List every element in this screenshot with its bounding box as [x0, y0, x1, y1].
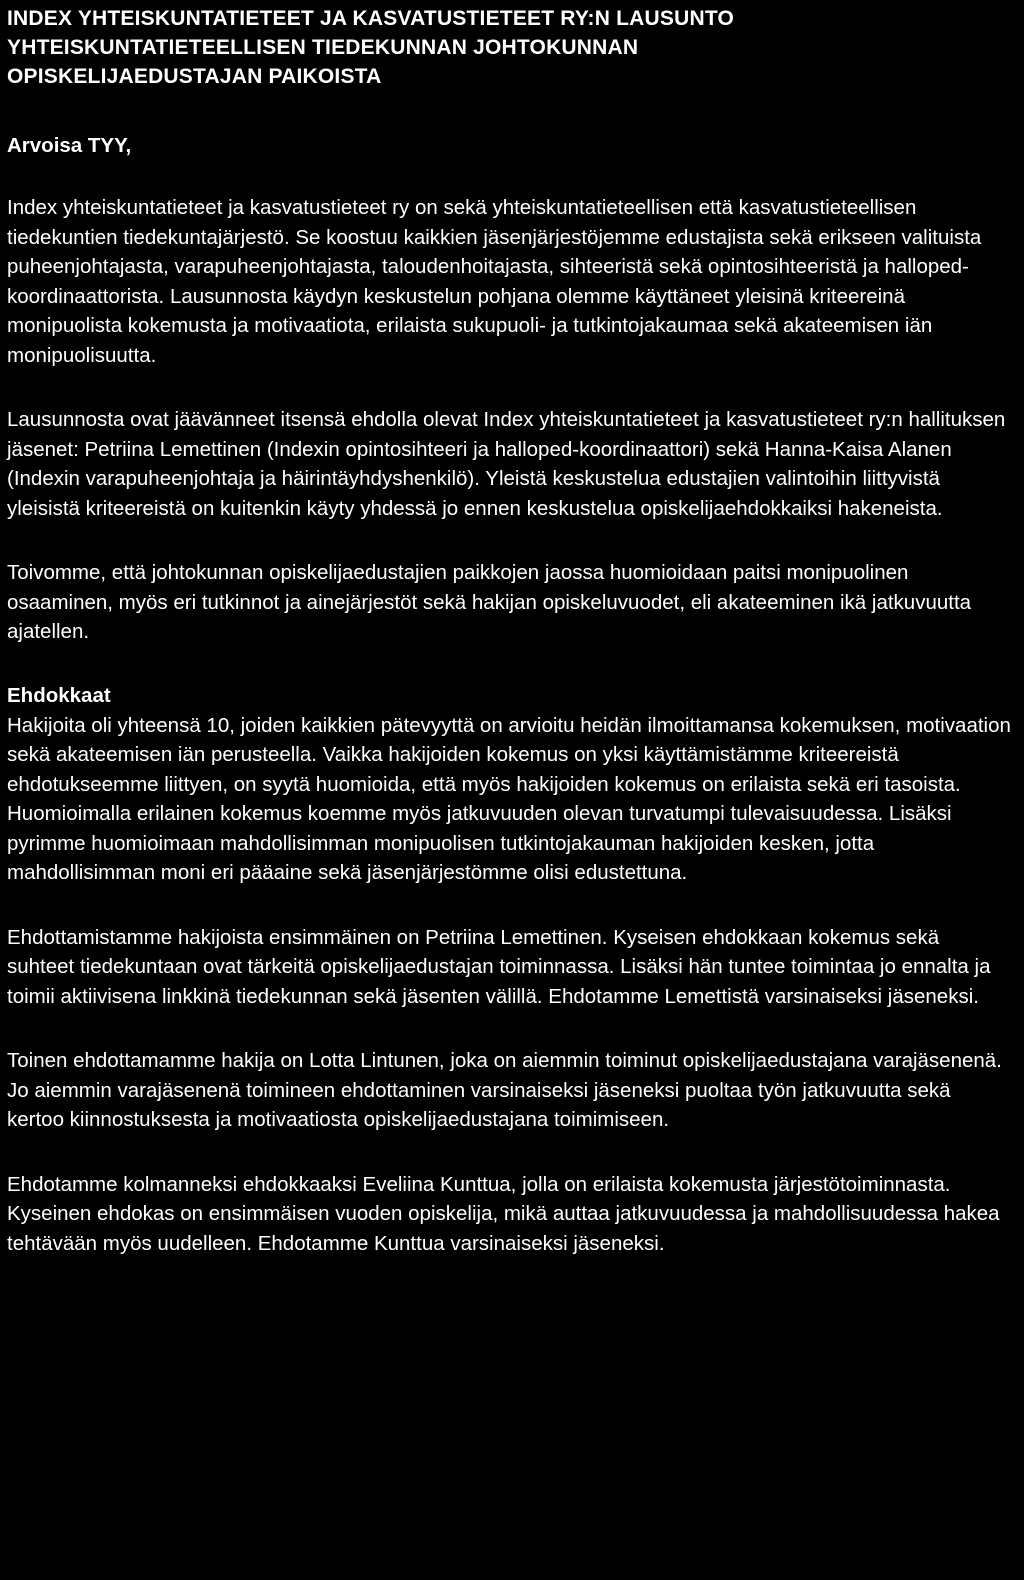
- salutation: Arvoisa TYY,: [7, 134, 132, 157]
- candidates-heading: Ehdokkaat: [7, 683, 111, 707]
- document-title: [7, 0, 1012, 91]
- disqualification-paragraph: Lausunnosta ovat jäävänneet itsensä ehdolla olevat Index yhteiskuntatieteet ja kasvatustieteet ry:n hallituksen jäsenet: Petriina Lemettinen (Indexin opintosihteeri ja halloped-koordinaattori) sekä Hanna-Kaisa Alanen (Indexin varapuheenjohtaja ja häirintäyhdyshenkilö). Yleistä keskustelua edustajien valintoihin liittyvistä yleisistä kriteereistä on kuitenkin käyty yhdessä jo ennen keskustelua opiskelijaehdokkaiksi hakeneista.: [7, 408, 1006, 520]
- second-candidate-paragraph: Toinen ehdottamamme hakija on Lotta Lintunen, joka on aiemmin toiminut opiskelijaedustajana varajäsenenä. Jo aiemmin varajäsenenä toimineen ehdottaminen varsinaiseksi jäseneksi puoltaa työn jatkuvuutta sekä kertoo kiinnostuksesta ja motivaatiosta opiskelijaedustajana toimimiseen.: [7, 1049, 1002, 1131]
- candidates-paragraph: Hakijoita oli yhteensä 10, joiden kaikkien pätevyyttä on arvioitu heidän ilmoittamansa kokemuksen, motivaation sekä akateemisen iän perusteella. Vaikka hakijoiden kokemus on yksi käyttämistämme kriteereistä ehdotukseemme liittyen, on syytä huomioida, että myös hakijoiden kokemus on erilaista sekä eri tasoista. Huomioimalla erilainen kokemus koemme myös jatkuvuuden olevan turvatumpi tulevaisuudessa. Lisäksi pyrimme huomioimaan mahdollisimman monipuolisen tutkintojakauman hakijoiden kesken, jotta mahdollisimman moni eri pääaine sekä jäsenjärjestömme olisi edustettuna.: [7, 713, 1011, 884]
- intro-paragraph: Index yhteiskuntatieteet ja kasvatustieteet ry on sekä yhteiskuntatieteellisen että kasvatustieteellisen tiedekuntien tiedekuntajärjestö. Se koostuu kaikkien jäsenjärjestöjemme edustajista sekä erikseen valituista puheenjohtajasta, varapuheenjohtajasta, taloudenhoitajasta, sihteeristä sekä opintosihteeristä ja halloped-koordinaattorista. Lausunnosta käydyn keskustelun pohjana olemme käyttäneet yleisinä kriteereinä monipuolista kokemusta ja motivaatiota, erilaista sukupuoli- ja tutkintojakaumaa sekä akateemisen iän monipuolisuutta.: [7, 196, 982, 367]
- first-candidate-paragraph: Ehdottamistamme hakijoista ensimmäinen on Petriina Lemettinen. Kyseisen ehdokkaan kokemus sekä suhteet tiedekuntaan ovat tärkeitä opiskelijaedustajan toiminnassa. Lisäksi hän tuntee toimintaa jo ennalta ja toimii aktiivisena linkkinä tiedekunnan sekä jäsenten välillä. Ehdotamme Lemettistä varsinaiseksi jäseneksi.: [7, 925, 991, 1008]
- title-line-1: INDEX YHTEISKUNTATIETEET JA KASVATUSTIETEET RY:N LAUSUNTO: [7, 7, 734, 30]
- title-line-2: YHTEISKUNTATIETEELLISEN TIEDEKUNNAN JOHTOKUNNAN: [7, 36, 639, 59]
- third-candidate-paragraph: Ehdotamme kolmanneksi ehdokkaaksi Eveliina Kunttua, jolla on erilaista kokemusta järjestötoiminnasta. Kyseinen ehdokas on ensimmäisen vuoden opiskelija, mikä auttaa jatkuvuudessa ja mahdollisuudessa hakea tehtävään myös uudelleen. Ehdotamme Kunttua varsinaiseksi jäseneksi.: [7, 1172, 1000, 1255]
- title-line-3: OPISKELIJAEDUSTAJAN PAIKOISTA: [7, 65, 382, 88]
- wish-paragraph: Toivomme, että johtokunnan opiskelijaedustajien paikkojen jaossa huomioidaan paitsi monipuolinen osaaminen, myös eri tutkinnot ja ainejärjestöt sekä hakijan opiskeluvuodet, eli akateeminen ikä jatkuvuutta ajatellen.: [7, 561, 972, 643]
